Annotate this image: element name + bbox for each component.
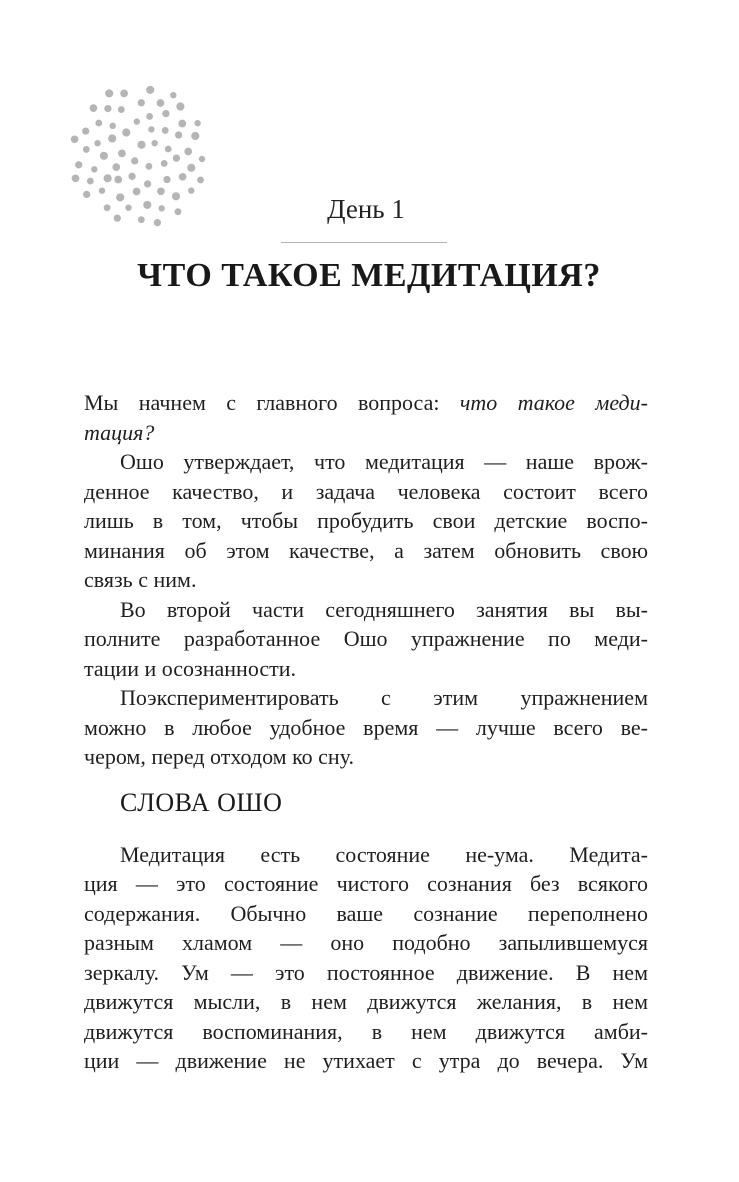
paragraph [84, 595, 648, 684]
text-line [84, 506, 648, 536]
text-line [84, 595, 648, 625]
italic-text: что такое меди- [459, 390, 649, 415]
text-line [84, 869, 648, 899]
body-text: тации и осознанности. [84, 655, 297, 681]
text-line [84, 624, 648, 654]
text-line [84, 713, 648, 743]
paragraph [84, 683, 648, 772]
chapter-title: ЧТО ТАКОЕ МЕДИТАЦИЯ? [137, 257, 601, 294]
body-text: ции — движение не утихает с утра до вечера. Ум [84, 1048, 648, 1073]
text-line [84, 447, 648, 477]
body-text: Мы начнем с главного вопроса: [84, 390, 460, 415]
text-flow [84, 388, 648, 1076]
italic-text: тация? [84, 419, 155, 445]
text-line [84, 742, 648, 772]
text-line [84, 654, 648, 684]
text-line [84, 1046, 648, 1076]
body-text: Медитация есть состояние не-ума. Медита- [120, 841, 648, 867]
text-line [84, 477, 648, 507]
body-text: ция — это состояние чистого сознания без всякого [84, 871, 648, 896]
text-line [84, 565, 648, 595]
body-text: разным хламом — оно подобно запылившемуся [84, 930, 648, 955]
text-line [84, 840, 648, 870]
text-line [84, 928, 648, 958]
body-text: связь с ним. [84, 567, 197, 592]
body-text: движутся воспоминания, в нем движутся амби- [84, 1018, 648, 1044]
section-heading: СЛОВА ОШО [120, 787, 283, 817]
body-text: Поэкспериментировать с этим упражнением [120, 685, 648, 710]
paragraph [84, 840, 648, 1076]
text-line [84, 987, 648, 1017]
body-text: минания об этом качестве, а затем обновить свою [84, 537, 648, 563]
body-text: содержания. Обычно ваше сознание переполнено [84, 900, 648, 926]
text-line [84, 683, 648, 713]
body-text: чером, перед отходом ко сну. [84, 744, 354, 769]
text-line [84, 899, 648, 929]
paragraph [84, 388, 648, 447]
text-line [84, 418, 648, 448]
text-line [84, 958, 648, 988]
body-text: лишь в том, чтобы пробудить свои детские воспо- [84, 508, 648, 533]
body-text: зеркалу. Ум — это постоянное движение. В нем [84, 959, 648, 985]
text-line [84, 536, 648, 566]
body-text: Ошо утверждает, что медитация — наше врож- [120, 449, 648, 474]
paragraph [84, 447, 648, 595]
body-text: движутся мысли, в нем движутся желания, в нем [84, 989, 648, 1014]
body-text: можно в любое удобное время — лучше всего ве- [84, 714, 648, 740]
body-text: Во второй части сегодняшнего занятия вы вы- [120, 596, 648, 622]
day-label: День 1 [327, 194, 405, 224]
body-text: полните разработанное Ошо упражнение по меди- [84, 626, 648, 651]
text-line [84, 388, 648, 418]
body-text: денное качество, и задача человека состоит всего [84, 478, 648, 504]
day-divider-line [281, 242, 447, 243]
text-line [84, 1017, 648, 1047]
